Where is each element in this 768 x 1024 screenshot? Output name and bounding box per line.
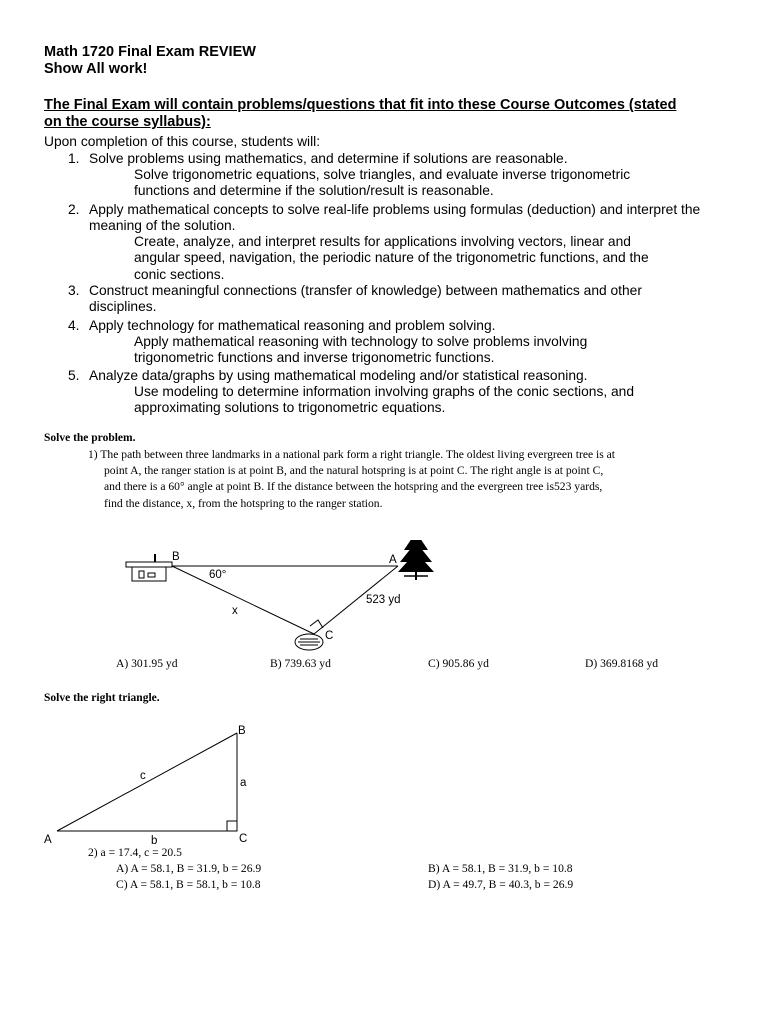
outcome-2-text: Apply mathematical concepts to solve real-life problems using formulas (deduction) and interpret the meaning of the solution. <box>89 202 701 234</box>
outcome-number: 4. <box>68 318 80 333</box>
answer-option-d: D) 369.8168 yd <box>585 657 659 670</box>
right-angle-marker <box>310 620 323 628</box>
side-label-c: c <box>140 770 146 782</box>
outcomes-heading-line2: on the course syllabus): <box>44 114 211 130</box>
outcome-1-detail: Solve trigonometric equations, solve triangles, and evaluate inverse trigonometric functions and determine if the solution/result is reasonable. <box>134 167 631 199</box>
vertex-label-c: C <box>325 630 334 642</box>
hotspring-icon <box>295 634 323 650</box>
ranger-station-icon <box>126 554 172 581</box>
answer-option-b: B) A = 58.1, B = 31.9, b = 10.8 <box>428 862 573 875</box>
page-subtitle: Show All work! <box>44 61 148 77</box>
section-heading-solve-problem: Solve the problem. <box>44 432 136 444</box>
side-c-line <box>57 733 237 831</box>
problem-2-text: 2) a = 17.4, c = 20.5 <box>88 846 182 859</box>
outcome-number: 5. <box>68 368 80 383</box>
outcome-number: 2. <box>68 202 80 217</box>
answer-option-c: C) A = 58.1, B = 58.1, b = 10.8 <box>116 878 261 891</box>
answer-option-d: D) A = 49.7, B = 40.3, b = 26.9 <box>428 878 574 891</box>
page-title: Math 1720 Final Exam REVIEW <box>44 44 256 60</box>
outcome-1-text: Solve problems using mathematics, and determine if solutions are reasonable. <box>89 151 568 166</box>
answer-option-c: C) 905.86 yd <box>428 657 489 670</box>
vertex-label-c: C <box>239 833 248 845</box>
outcome-5-text: Analyze data/graphs by using mathematical modeling and/or statistical reasoning. <box>89 368 588 383</box>
problem-1-text-cont: point A, the ranger station is at point B, and the natural hotspring is at point C. The right angle is at point C, and there is a 60° angle at point B. If the distance between the hotspring and the evergreen tree is523 yards, find the distance, x, from the hotspring to the ranger station. <box>104 464 604 510</box>
outcome-3-text: Construct meaningful connections (transfer of knowledge) between mathematics and other disciplines. <box>89 283 642 315</box>
outcome-4-detail: Apply mathematical reasoning with technology to solve problems involving trigonometric functions and inverse trigonometric functions. <box>134 334 588 366</box>
vertex-label-b: B <box>238 725 246 737</box>
outcomes-intro: Upon completion of this course, students will: <box>44 134 321 149</box>
angle-label-b: 60° <box>209 569 227 581</box>
vertex-label-a: A <box>389 554 397 566</box>
right-angle-marker <box>227 821 237 831</box>
side-label-b: b <box>151 835 158 847</box>
outcome-5-detail: Use modeling to determine information involving graphs of the conic sections, and approximating solutions to trigonometric equations. <box>134 384 635 416</box>
side-label-x: x <box>232 605 238 617</box>
outcome-4-text: Apply technology for mathematical reasoning and problem solving. <box>89 318 496 333</box>
section-heading-solve-triangle: Solve the right triangle. <box>44 692 160 704</box>
evergreen-tree-icon <box>398 540 434 580</box>
outcomes-heading-line1: The Final Exam will contain problems/questions that fit into these Course Outcomes (stated <box>44 97 677 113</box>
vertex-label-b: B <box>172 551 180 563</box>
problem-1-figure <box>0 540 768 660</box>
answer-option-b: B) 739.63 yd <box>270 657 331 670</box>
outcome-2-detail: Create, analyze, and interpret results for applications involving vectors, linear and angular speed, navigation, the periodic nature of the trigonometric functions, and the conic sections. <box>134 234 649 282</box>
side-label-ac: 523 yd <box>366 594 401 606</box>
side-bc-line <box>172 566 314 634</box>
side-label-a: a <box>240 777 247 789</box>
outcome-number: 1. <box>68 151 80 166</box>
answer-option-a: A) A = 58.1, B = 31.9, b = 26.9 <box>116 862 262 875</box>
problem-2-figure <box>0 720 768 850</box>
answer-option-a: A) 301.95 yd <box>116 657 178 670</box>
problem-1-text: 1) The path between three landmarks in a national park form a right triangle. The oldest living evergreen tree is at <box>88 448 616 461</box>
vertex-label-a: A <box>44 834 52 846</box>
outcome-number: 3. <box>68 283 80 298</box>
